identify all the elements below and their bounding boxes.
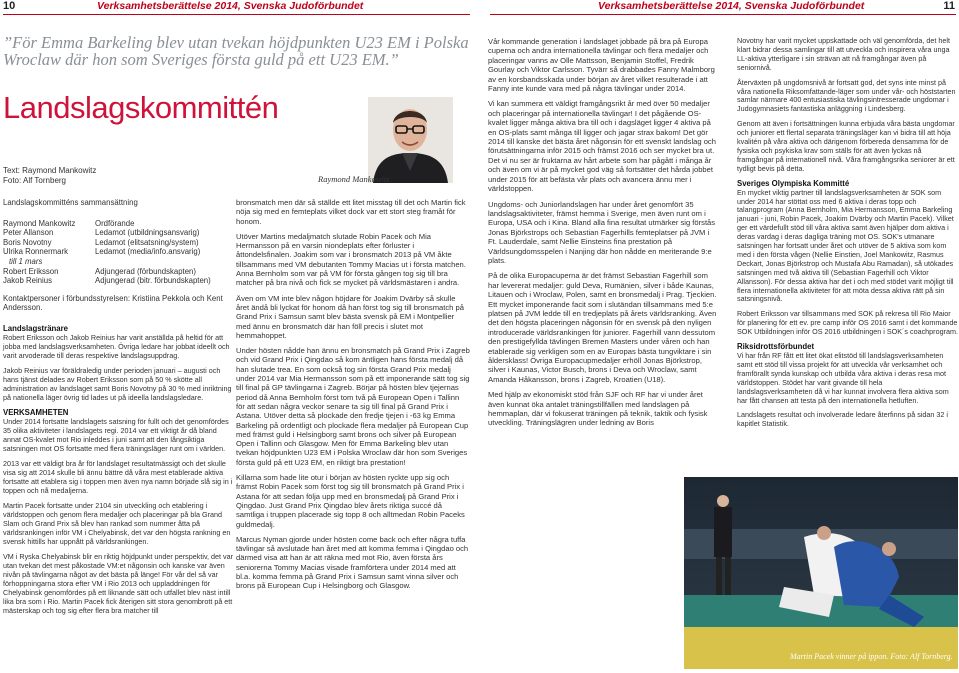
paragraph: Ungdoms- och Juniorlandslagen har under året genomfört 35 landslagsaktiviteter, främst hemma i Sverige, men även runt om i Europa, USA och i Kina. Bland alla fina resultat utmärker sig förstås Jonas Björkstrops och Sebastian Fagerhills femteplatser på JVM i Ft. Lauderdale, samt Nellie Einsteins fina prestation på Världsungdomsspelen i Nanjing där hon nådde en meriterande 9:e plats.	[488, 199, 716, 265]
committee-title: Landslagskommitténs sammansättning	[3, 198, 138, 207]
portrait-caption: Raymond Mankowitz.	[318, 174, 392, 184]
paragraph: Även om VM inte blev någon höjdare för Joakim Dvärby så skulle året ändå bli lyckat för honom då han först tog sig till bronsmatch på Grand Prix i Samsun samt blev bästa svensk på EM i Montpellier med ännu en bronsmatch där han föll precis i slutet mot hemmahoppet.	[236, 293, 464, 340]
column-2	[236, 198, 470, 597]
photo-credit: Foto: Alf Tornberg	[3, 176, 66, 185]
paragraph: Martin Pacek fortsatte under 2104 sin utveckling och etablering i världstoppen och genom flera medaljer och placeringar på bla Grand Slam och Grand Prix så blev han rankad som nummer åtta på världsrankingen inför VM i Chelyabinsk, det var den högsta rankning en svensk hittills har uppnått på världsrankingen.	[3, 501, 231, 546]
running-title-right: Verksamhetsberättelse 2014, Svenska Judoförbundet	[598, 0, 865, 12]
paragraph: Novotny har varit mycket uppskattade och väl genomförda, det helt klart bidrar dessa samlingar till att utveckla och inspirera våra unga LL-aktiva ytterligare i sin strävan att nå framgångar även på seniornivå.	[737, 36, 950, 72]
column-1: Landslagstränare Robert Eriksson och Jakob Reinius har varit anställda på heltid för att jobba med landslagsverksamheten. Övriga ledare har jobbat ideellt och varit arvoderade till deras respektive landslagsuppdrag. Jakob Reinius var föräldraledig under perioden januari – augusti och hans tjänst delades av Robert Eriksson som på 50 % skötte all administration av landslaget samt Boris Novotny på 30 % med inriktning på nationella läger övrig tid lades ut på ideella landslagsledare. VERKSAMHETEN Under 2014 fortsatte landslagets satsning för fullt och det genomfördes 35 olika aktiviteter i landslagets regi. 2014 var ett viktigt år då bland annat OS-kvalet mot Rio inleddes i juni samt att den långsiktiga satsningen mot OS fortsatte med flera träningsläger runt om i världen. 2013 var ett väldigt bra år för landslaget resultatmässigt och det skulle visa sig att 2014 skulle bli ännu bättre då våra mest etablerade aktiva fortsatte att etablera sig i toppen men även nya namn började slå sig in i toppen och nå medaljerna. Martin Pacek fortsatte under 2104 sin utveckling och etablering i världstoppen och genom flera medaljer och placeringar på bla Grand Slam och Grand Prix så blev han rankad som nummer åtta på världsrankingen inför VM i Chelyabinsk, det var den högsta rankning en svensk hittills har uppnått på världsrankingen. VM i Ryska Chelyabinsk blir en riktig höjdpunkt under perspektiv, det var utan tvekan det mest påkostade VM:et någonsin och kanske var även nivån på tävlingarna något av det bästa på länge! För vår del så var förhoppningarna stora efter VM i Rio 2013 och uppladdningen för Chelyabinsk genomfördes på ett liknande sätt och utfallet blev näst intill lika bra som i Rio. Martin Pacek fick återigen sitt stora genombrott på ett mästerskap och tog sig efter flera bra matcher till	[3, 324, 233, 615]
portrait-photo	[368, 97, 453, 183]
committee-row: Peter Allanson Ledamot (utbildningsansvarig)	[3, 228, 200, 238]
paragraph: Landslagets resultat och involverade ledare återfinns på sidan 32 i kapitlet Statistik.	[737, 410, 948, 429]
paragraph: Killarna som hade lite otur i början av hösten ryckte upp sig och främst Robin Pacek som först tog sig till bronsmatch på Grand Prix i Astana för att sedan följa upp med en bronsmedalj på Grand Prix i Qingdao. Just Grand Prix Qingdao blev årets riktiga succé då samtliga i truppen placerade sig topp 8 och alltmedan Robin Paceks guldmedalj.	[236, 473, 465, 529]
header-rule-right	[490, 14, 956, 15]
column-4: Novotny har varit mycket uppskattade och väl genomförda, det helt klart bidrar dessa samlingar till att utveckla och inspirera våra unga LL-aktiva ytterligare i sin strävan att nå framgångar även på seniornivå. Återväxten på ungdomsnivå är fortsatt god, det syns inte minst på våra nationella Riksomfattande-läger som under vår- och höststarten samlar närmare 400 entusiastiska tävlingsintresserade ungdomar i Judogymnasiets fantastiska anläggning i Lindesberg. Genom att även i fortsättningen kunna erbjuda våra bästa ungdomar och juniorer ett flertal separata träningsläger kan vi bidra till att höja kvalitén på våra aktiva och därigenom förbereda densamma för de fysiska och psykiska krav som ställs för att även lyckas nå framgångar på internationell nivå. Våra framgångsrika seniorer är ett tydligt bevis på detta. Sveriges Olympiska Kommitté En mycket viktig partner till landslagsverksamheten är SOK som under 2014 har stöttat oss med 6 aktiva i deras topp och talangprogram (Anna Bernholm, Mia Hermansson, Emma Barkeling januari - juni, Robin Pacek, Joakim Dvärby och Martin Pacek). Vilket ger ett värdefullt stöd till våra aktiva samt även hjälper dom aktiva i deras vardag i deras dagliga träning mot OS. SOK's utmanare satsningen har fortsatt under året och utöver de 5 aktiva som kom med i den första vågen (Nellie Einstien, Joel Mankowitz, Rasmus Deckart, Jonas Björkstrop och Mustafa Abu Ramadan), så utökades satsningen med två aktiva till (Sebastian Fagerhill och Viktor Allansson). För dessa aktiva har det i och med stödet varit möjligt till flera internationella aktiviteter för att möta dessa aktiva rätt på sin satsningsnivå. Robert Eriksson var tillsammans med SOK på rekresa till Rio Maior för planering för ett ev. pre camp inför OS 2016 samt i det kommande SOK Utbildningen inför OS 2016 utbildningen i SOK´s coachprogram. Riksidrottsförbundet Vi har från RF fått ett litet ökat elitstöd till landslagsverksamheten samt ett stöd till vissa projekt för att utveckla vår verksamhet och framförallt synda kunskap och utbilda våra aktiva i deras resa mot världstoppen. Stödet har varit givande till hela landslagsverksamheten då vi har kunnat involvera flera aktiva som har fått chansen att testa på den internationella hetluften. Landslagets resultat och involverade ledare återfinns på sidan 32 i kapitlet Statistik.	[737, 36, 958, 429]
paragraph: Jakob Reinius var föräldraledig under perioden januari – augusti och hans tjänst delades av Robert Eriksson som på 50 % skötte all administration av landslaget samt Boris Novotny på 30 % med inriktning på nationella läger övrig tid lades ut på ideella landslagsledare.	[3, 366, 232, 402]
page-number-right: 11	[943, 0, 955, 12]
paragraph: Genom att även i fortsättningen kunna erbjuda våra bästa ungdomar och juniorer ett flertal separata träningsläger kan vi bidra till att höja kvalitén på våra aktiva och därigenom förbereda densamma för de fysiska och psykiska krav som ställs för att även lyckas nå framgångar på internationell nivå. Våra framgångsrika seniorer är ett tydligt bevis på detta.	[737, 119, 955, 173]
column-3	[488, 37, 717, 434]
section-heading: VERKSAMHETEN	[3, 408, 69, 417]
paragraph: Med hjälp av ekonomiskt stöd från SJF och RF har vi under året även kunnat öka antalet träningstillfällen med landslagen på hemmaplan, där vi fokuserat träningen på teknik, taktik och fysisk utveckling. Träningslägren under ledning av Boris	[488, 390, 708, 428]
committee-row: Boris Novotny Ledamot (elitsatsning/system)	[3, 237, 199, 247]
page-title: Landslagskommittén	[3, 90, 279, 125]
paragraph: bronsmatch men där så ställde ett litet misstag till det och Martin fick nöja sig med en femteplats vilket dock var ett stort steg framåt för honom.	[236, 198, 466, 226]
page-number-left: 10	[3, 0, 16, 12]
paragraph: Återväxten på ungdomsnivå är fortsatt god, det syns inte minst på våra nationella Riksomfattande-läger som under vår- och höststarten samlar närmare 400 entusiastiska tävlingsintresserade ungdomar i Judogymnasiets fantastiska anläggning i Lindesberg.	[737, 77, 956, 114]
paragraph: Utöver Martins medaljmatch slutade Robin Pacek och Mia Hermansson på en varsin niondeplats efter förluster i åttondelsfinalen. Joakim som var i bronsmatch 2013 på VM åkte tillsammans med VM debutanten Tommy Macias ut i första matchen. Anna Bernholm som var på VM för första gången tog sig till bra matcher på bra nivå och fick se mycket på världsmästaren i andra.	[236, 231, 466, 288]
judo-match-photo	[684, 477, 958, 669]
text-credit: Text: Raymond Mankowitz	[3, 166, 97, 175]
paragraph: Under hösten nådde han ännu en bronsmatch på Grand Prix i Zagreb och vid Grand Prix i Qingdao så kom äntligen hans första medalj då han slutade trea. En som också tog sin första Grand Prix medalj under 2014 var Mia Hermansson som på ett imponerande sätt tog sig till final på GP tävlingarna i Zagreb. Börjar på hösten blev tjejernas period då Anna Bernholm först tom två på European Open i Tallinn för att sedan några veckor senare ta sig till final på Grand Prix i Astana. Utöver detta så plockade den fredje tjejen i -63 kg Emma Barkeling på ordentligt och plockade flera medaljer på European Cup med främst guld i Helsingborg samt brons och silver på European Open i Tallinn och Glasgow. Men för Emma Barkeling blev utan tvekan höjdpunkten U23 EM i Polska Wroclaw där hon som Sveriges första guld på ett U23 EM, en riktigt bra prestation!	[236, 346, 470, 467]
credits	[3, 166, 96, 186]
committee-row: Robert Eriksson Adjungerad (förbundskapten)	[3, 266, 196, 276]
paragraph: 2013 var ett väldigt bra år för landslaget resultatmässigt och det skulle visa sig att 2014 skulle bli ännu bättre då våra mest etablerade aktiva fortsatte att etablera sig i toppen men även nya namn började slå sig in i toppen och nå medaljerna.	[3, 459, 233, 495]
committee-block	[3, 198, 233, 313]
paragraph: På de olika Europacuperna är det främst Sebastian Fagerhill som har levererat medaljer: guld Deva, Rumänien, silver i både Kaunas, Litauen och i Wroclaw, Polen, samt en bronsmedalj i Prag. Tjeckien. Ett mycket imponerande facit som i slutändan tillsammans med 5:e platsen på JVM ledde till en tredjeplats på årets världsranking. Även det den högsta placeringen någonsin för en svensk på den nyligen introducerade världsrankingen för juniorer. Fagerhill vann dessutom den prestigefyllda tävlingen Bremen Masters under våren och han etablerade sig verkligen som en av Europas bästa tungviktare i sin åldersklass! Övriga Europacupmedaljer erhöll Jonas Björkstrop, silver i Kaunas, Victor Busch, brons i Deva och Wroclaw, samt Amanda Håkansson, brons i Zagreb, Kroatien (U18).	[488, 271, 717, 384]
section-heading: Landslagstränare	[3, 324, 68, 333]
running-title-left: Verksamhetsberättelse 2014, Svenska Judoförbundet	[97, 0, 364, 12]
committee-row: Jakob Reinius Adjungerad (bitr. förbundskapten)	[3, 276, 211, 286]
paragraph: Marcus Nyman gjorde under hösten come back och efter några tuffa tävlingar så avslutade han året med att komma femma i Qingdao och därmed visa att han är att räkna med mot Rio, även första års seniorerna Tommy Macias visade framförtera under 2014 med att bl.a. komma femma på Grand Prix i Samsun samt vinna silver och brons på European Cup i Helsingborg och Glasgow.	[236, 534, 469, 591]
committee-row: Ulrika Ronnermark Ledamot (media/info.ansvarig)	[3, 247, 201, 257]
page-header	[0, 0, 959, 13]
paragraph: VM i Ryska Chelyabinsk blir en riktig höjdpunkt under perspektiv, det var utan tvekan det mest påkostade VM:et någonsin och kanske var även nivån på tävlingarna något av det bästa på länge! För vår del så var förhoppningarna stora efter VM i Rio 2013 och uppladdningen för Chelyabinsk genomfördes på ett liknande sätt och utfallet blev näst intill lika bra som i Rio. Martin Pacek fick återigen sitt stora genombrott på ett mästerskap och tog sig efter flera bra matcher till	[3, 552, 233, 615]
committee-contact: Kontaktpersoner i förbundsstyrelsen: Kristiina Pekkola och Kent Andersson.	[3, 293, 223, 313]
committee-row: Raymond Mankowitz Ordförande	[3, 218, 135, 228]
judo-photo-caption: Martin Pacek vinner på ippon. Foto: Alf Tornberg.	[790, 652, 953, 661]
committee-row: till 1 mars	[9, 256, 43, 266]
pull-quote: ”För Emma Barkeling blev utan tvekan höjdpunkten U23 EM i Polska Wroclaw där hon som Sveriges första guld på ett U23 EM.”	[3, 33, 469, 69]
paragraph: Robert Eriksson var tillsammans med SOK på rekresa till Rio Maior för planering för ett ev. pre camp inför OS 2016 samt i det kommande SOK Utbildningen inför OS 2016 utbildningen i SOK´s coachprogram.	[737, 309, 958, 337]
paragraph: Vi kan summera ett väldigt framgångsrikt år med över 50 medaljer och placeringar på internationella tävlingar! I det pågående OS-kvalet ligger många aktiva bra till och i dagsläget ligger 4 aktiva på en OS-plats samt många till ligger och jagar strax bakom! Det gör 2014 till kanske det bästa året någonsin för ett svenskt landslag och förutsättningarna inför 2015 och främst 2016 och ser mycket bra ut. Det vi nu ser är fruktarna av hårt arbete som har pågått i många år och även om vi är på mycket god väg så fortsätter det hårda jobbet under 2015 för att befästa vår plats och avancera ännu mer i världstoppen.	[488, 99, 716, 194]
header-rule-left	[3, 14, 470, 15]
section-heading: Riksidrottsförbundet	[737, 342, 815, 352]
section-heading: Sveriges Olympiska Kommitté	[737, 178, 850, 188]
paragraph: Vår kommande generation i landslaget jobbade på bra på Europa cuperna och andra internationella tävlingar och flera medaljer och placeringar vanns av Olle Mattsson, Benjamin Stoffel, Fredrik Gourlay och Viktor Carlsson. Tyvärr så drabbades Fanny Malmborg av en korsbandsskada under början av året vilket resulterade i att Fanny inte kunde vara med på några tävlingar under 2014.	[488, 37, 715, 94]
